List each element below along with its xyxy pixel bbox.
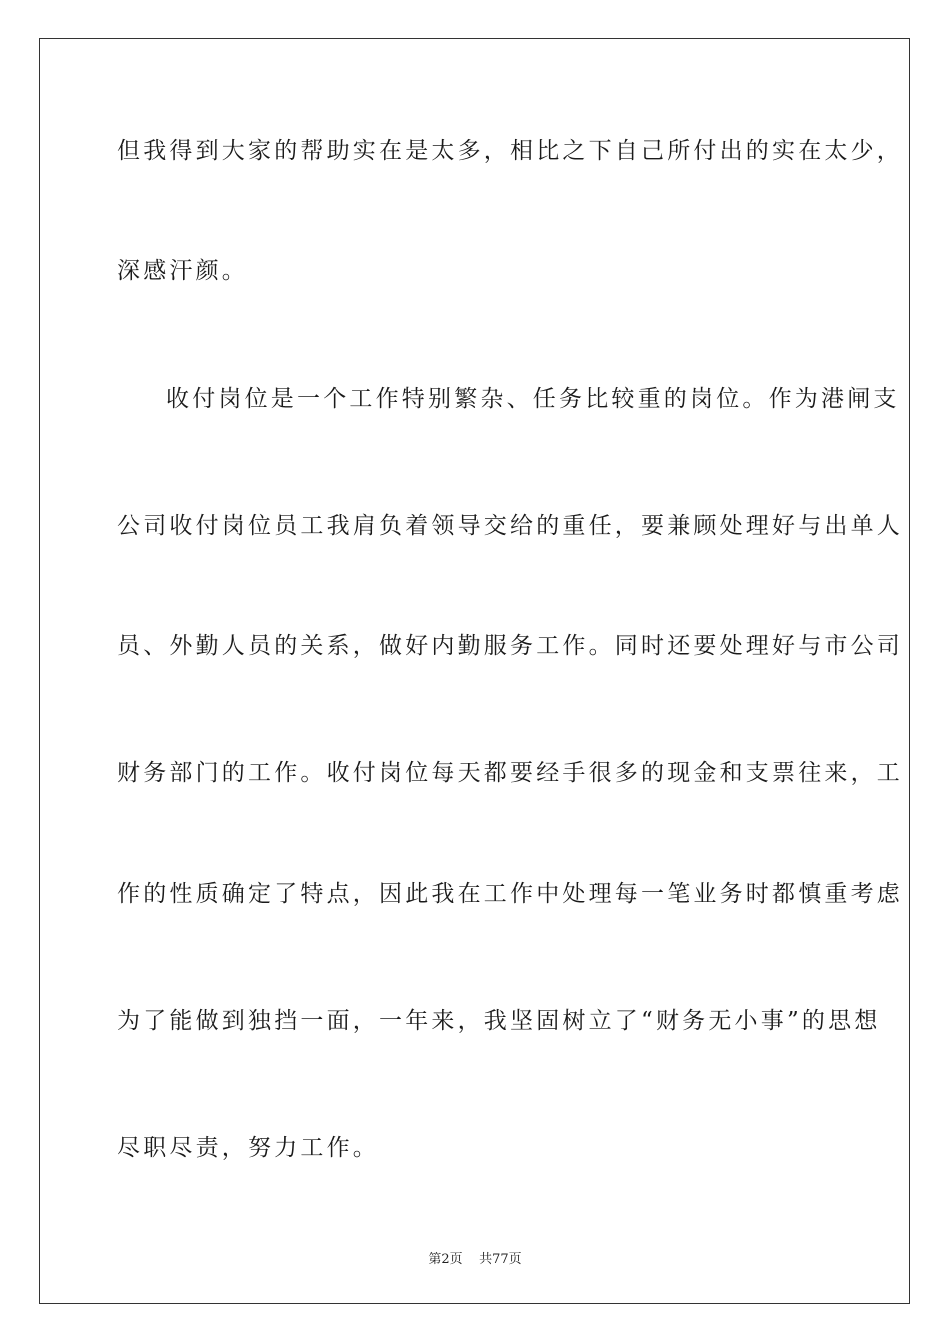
text-line-3: 收付岗位是一个工作特别繁杂、任务比较重的岗位。作为港闸支 [166, 386, 900, 412]
text-line-8: 为了能做到独挡一面，一年来，我坚固树立了“财务无小事”的思想 [117, 1008, 881, 1034]
page-number: 第2页 [428, 1252, 463, 1267]
text-line-5: 员、外勤人员的关系，做好内勤服务工作。同时还要处理好与市公司 [117, 633, 903, 659]
text-line-2: 深感汗颜。 [117, 258, 248, 284]
total-pages: 共77页 [479, 1252, 522, 1267]
page-frame [39, 38, 910, 1304]
text-line-6: 财务部门的工作。收付岗位每天都要经手很多的现金和支票往来，工 [117, 760, 903, 786]
text-line-9: 尽职尽责，努力工作。 [117, 1135, 379, 1161]
page-footer [0, 1248, 950, 1267]
text-line-4: 公司收付岗位员工我肩负着领导交给的重任，要兼顾处理好与出单人 [117, 513, 903, 539]
text-line-1: 但我得到大家的帮助实在是太多，相比之下自己所付出的实在太少， [117, 138, 903, 164]
text-line-7: 作的性质确定了特点，因此我在工作中处理每一笔业务时都慎重考虑 [117, 881, 903, 907]
